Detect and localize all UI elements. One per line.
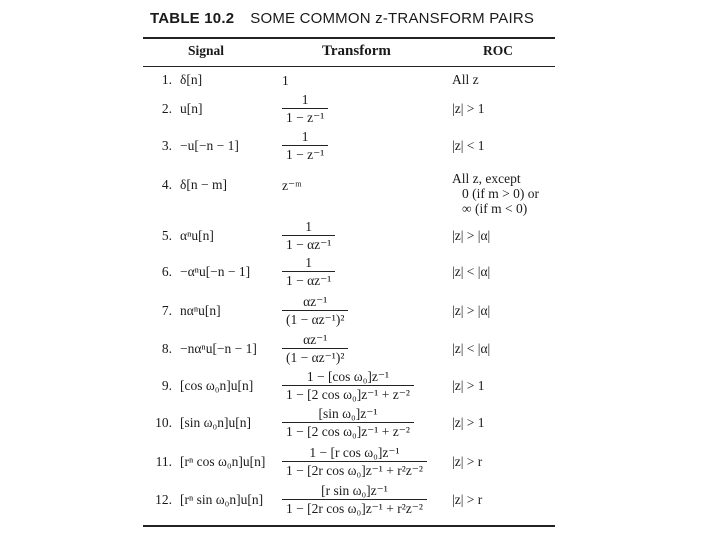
roc-line: |z| < |α| <box>452 341 491 356</box>
row-number: 7. <box>161 303 172 318</box>
roc-line: |z| > r <box>452 454 483 469</box>
row-number: 4. <box>161 177 172 192</box>
signal-expression: δ[n − m] <box>180 177 227 192</box>
table-title: SOME COMMON z-TRANSFORM PAIRS <box>250 10 535 27</box>
roc-line: |z| > r <box>452 492 483 507</box>
roc-line: ∞ (if m < 0) <box>462 201 528 216</box>
table-caption <box>150 10 534 27</box>
roc-line: |z| > |α| <box>452 303 491 318</box>
signal-cell <box>150 303 221 319</box>
fraction-numerator: [sin ω₀]z⁻¹ <box>318 406 378 421</box>
roc-cell <box>452 454 482 469</box>
roc-line: |z| < 1 <box>452 138 485 153</box>
fraction-denominator: 1 − [2 cos ω₀]z⁻¹ + z⁻² <box>282 422 414 440</box>
transform-cell <box>282 444 427 479</box>
header-rule <box>143 66 555 67</box>
fraction-denominator: 1 − αz⁻¹ <box>282 235 335 253</box>
row-number: 2. <box>161 101 172 116</box>
signal-expression: [rⁿ cos ω₀n]u[n] <box>180 454 266 469</box>
fraction-denominator: 1 − z⁻¹ <box>282 108 328 126</box>
fraction-numerator: 1 <box>301 92 309 107</box>
roc-cell <box>452 228 490 243</box>
transform-fraction <box>282 444 427 479</box>
roc-cell <box>452 171 539 216</box>
roc-line: |z| > 1 <box>452 415 485 430</box>
transform-cell <box>282 128 328 163</box>
signal-expression: [cos ω₀n]u[n] <box>180 378 254 393</box>
signal-expression: nαⁿu[n] <box>180 303 221 318</box>
signal-cell <box>150 341 257 357</box>
signal-expression: −nαⁿu[−n − 1] <box>180 341 257 356</box>
header-transform: Transform <box>322 43 391 59</box>
fraction-numerator: 1 <box>301 129 309 144</box>
row-number: 10. <box>155 415 172 430</box>
signal-cell <box>150 101 203 117</box>
signal-expression: u[n] <box>180 101 203 116</box>
row-number: 11. <box>155 454 172 469</box>
roc-line: |z| > 1 <box>452 101 485 116</box>
signal-expression: −u[−n − 1] <box>180 138 239 153</box>
fraction-denominator: 1 − z⁻¹ <box>282 145 328 163</box>
row-number: 1. <box>161 72 172 87</box>
signal-expression: δ[n] <box>180 72 203 87</box>
transform-cell <box>282 91 328 126</box>
signal-cell <box>150 72 202 88</box>
row-number: 8. <box>161 341 172 356</box>
transform-fraction <box>282 368 414 403</box>
transform-cell <box>282 254 335 289</box>
fraction-numerator: 1 − [cos ω₀]z⁻¹ <box>306 369 390 384</box>
bottom-rule <box>143 525 555 527</box>
roc-line: |z| < |α| <box>452 264 491 279</box>
row-number: 12. <box>155 492 172 507</box>
roc-cell <box>452 415 485 430</box>
fraction-numerator: 1 − [r cos ω₀]z⁻¹ <box>309 445 400 460</box>
transform-cell <box>282 293 348 328</box>
transform-fraction <box>282 128 328 163</box>
header-roc: ROC <box>483 43 513 58</box>
signal-cell <box>150 454 265 470</box>
row-number: 9. <box>161 378 172 393</box>
transform-cell <box>282 177 302 194</box>
top-rule <box>143 37 555 39</box>
transform-fraction <box>282 254 335 289</box>
transform-fraction <box>282 91 328 126</box>
transform-fraction <box>282 331 348 366</box>
header-signal: Signal <box>188 43 225 58</box>
roc-cell <box>452 264 490 279</box>
roc-cell <box>452 138 485 153</box>
fraction-denominator: (1 − αz⁻¹)² <box>282 310 348 328</box>
row-number: 3. <box>161 138 172 153</box>
fraction-numerator: 1 <box>305 255 313 270</box>
roc-line: All z, except <box>452 171 521 186</box>
transform-fraction <box>282 405 414 440</box>
fraction-numerator: 1 <box>305 219 313 234</box>
table-number: TABLE 10.2 <box>150 10 235 27</box>
roc-line: |z| > 1 <box>452 378 485 393</box>
roc-cell <box>452 378 485 393</box>
transform-fraction <box>282 218 335 253</box>
signal-expression: αⁿu[n] <box>180 228 214 243</box>
fraction-denominator: 1 − [2r cos ω₀]z⁻¹ + r²z⁻² <box>282 461 427 479</box>
row-number: 6. <box>161 264 172 279</box>
signal-cell <box>150 228 214 244</box>
signal-cell <box>150 177 227 193</box>
roc-line: |z| > |α| <box>452 228 491 243</box>
transform-fraction <box>282 482 427 517</box>
roc-cell <box>452 72 479 87</box>
signal-cell <box>150 138 239 154</box>
transform-cell <box>282 482 427 517</box>
fraction-denominator: 1 − [2r cos ω₀]z⁻¹ + r²z⁻² <box>282 499 427 517</box>
transform-cell <box>282 331 348 366</box>
roc-cell <box>452 101 485 116</box>
fraction-numerator: αz⁻¹ <box>303 294 328 309</box>
transform-expression: 1 <box>282 73 289 88</box>
roc-cell <box>452 492 482 507</box>
roc-line: All z <box>452 72 479 87</box>
roc-line: 0 (if m > 0) or <box>462 186 539 201</box>
signal-cell <box>150 492 263 508</box>
fraction-denominator: 1 − αz⁻¹ <box>282 271 335 289</box>
fraction-denominator: 1 − [2 cos ω₀]z⁻¹ + z⁻² <box>282 385 414 403</box>
transform-cell <box>282 218 335 253</box>
signal-expression: [rⁿ sin ω₀n]u[n] <box>180 492 264 507</box>
signal-cell <box>150 415 251 431</box>
signal-expression: [sin ω₀n]u[n] <box>180 415 251 430</box>
fraction-numerator: αz⁻¹ <box>303 332 328 347</box>
transform-expression: z⁻ᵐ <box>282 178 302 193</box>
fraction-numerator: [r sin ω₀]z⁻¹ <box>321 483 388 498</box>
signal-cell <box>150 264 250 280</box>
roc-cell <box>452 303 490 318</box>
signal-cell <box>150 378 253 394</box>
transform-cell <box>282 405 414 440</box>
transform-fraction <box>282 293 348 328</box>
roc-cell <box>452 341 490 356</box>
fraction-denominator: (1 − αz⁻¹)² <box>282 348 348 366</box>
row-number: 5. <box>161 228 172 243</box>
transform-cell <box>282 368 414 403</box>
transform-cell <box>282 72 289 89</box>
signal-expression: −αⁿu[−n − 1] <box>180 264 251 279</box>
